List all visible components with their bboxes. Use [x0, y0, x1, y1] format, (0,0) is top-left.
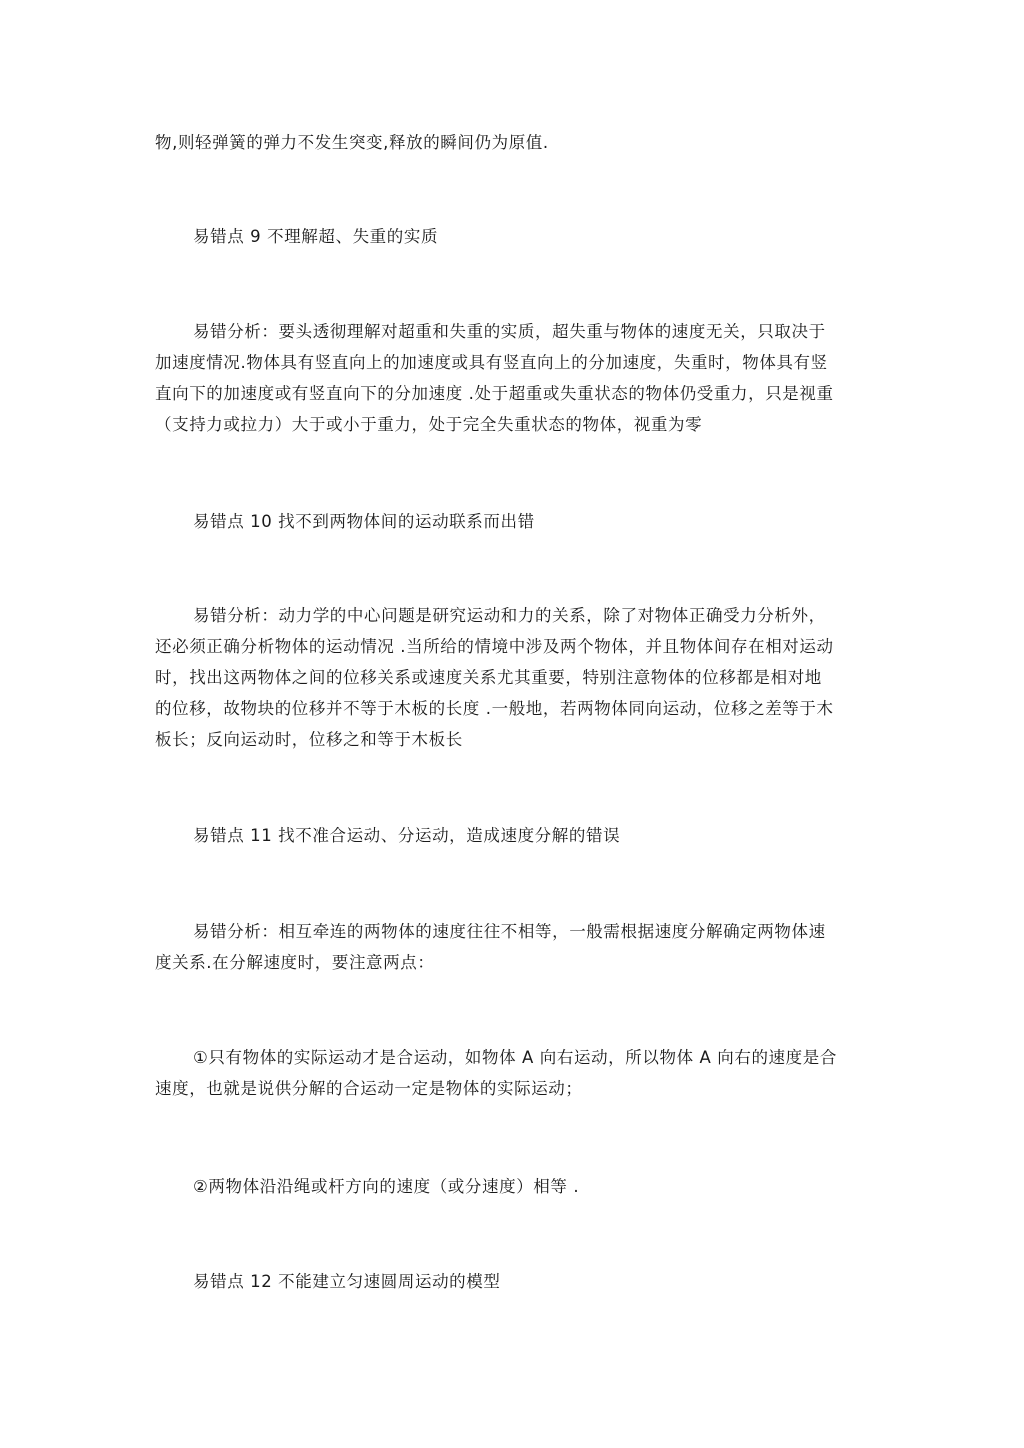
text-line: 板长；反向运动时，位移之和等于木板长	[155, 730, 463, 749]
text-line: 物,则轻弹簧的弹力不发生突变,释放的瞬间仍为原值.	[155, 133, 549, 152]
heading-text: 易错点 9 不理解超、失重的实质	[193, 227, 439, 246]
paragraph-analysis-9	[155, 316, 865, 440]
heading-error-point-12	[193, 1266, 903, 1297]
heading-text: 易错点 10 找不到两物体间的运动联系而出错	[193, 512, 535, 531]
text-line: 易错分析：动力学的中心问题是研究运动和力的关系，除了对物体正确受力分析外，	[193, 606, 826, 625]
text-line: 加速度情况.物体具有竖直向上的加速度或具有竖直向上的分加速度，失重时，物体具有竖	[155, 353, 828, 372]
paragraph-point-2	[155, 1171, 865, 1202]
heading-text: 易错点 12 不能建立匀速圆周运动的模型	[193, 1272, 501, 1291]
heading-error-point-11	[193, 820, 903, 851]
text-line: 易错分析：相互牵连的两物体的速度往往不相等，一般需根据速度分解确定两物体速	[193, 922, 826, 941]
heading-error-point-9	[193, 221, 903, 252]
text-line: 速度，也就是说供分解的合运动一定是物体的实际运动；	[155, 1079, 583, 1098]
text-line: 时，找出这两物体之间的位移关系或速度关系尤其重要，特别注意物体的位移都是相对地	[155, 668, 822, 687]
text-line: 还必须正确分析物体的运动情况 .当所给的情境中涉及两个物体，并且物体间存在相对运动	[155, 637, 834, 656]
paragraph-point-1	[155, 1042, 865, 1104]
text-line: （支持力或拉力）大于或小于重力，处于完全失重状态的物体，视重为零	[155, 415, 703, 434]
text-line: 的位移，故物块的位移并不等于木板的长度 .一般地，若两物体同向运动，位移之差等于木	[155, 699, 834, 718]
text-line: ②两物体沿沿绳或杆方向的速度（或分速度）相等 .	[193, 1177, 580, 1196]
text-line: 直向下的加速度或有竖直向下的分加速度 .处于超重或失重状态的物体仍受重力，只是视重	[155, 384, 834, 403]
text-line: 度关系.在分解速度时，要注意两点：	[155, 953, 435, 972]
heading-text: 易错点 11 找不准合运动、分运动，造成速度分解的错误	[193, 826, 621, 845]
heading-error-point-10	[193, 506, 903, 537]
paragraph-analysis-11	[155, 916, 865, 978]
paragraph-spring-continuation	[155, 127, 865, 158]
text-line: 易错分析：要头透彻理解对超重和失重的实质，超失重与物体的速度无关，只取决于	[193, 322, 826, 341]
paragraph-analysis-10	[155, 600, 865, 755]
text-line: ①只有物体的实际运动才是合运动，如物体 A 向右运动，所以物体 A 向右的速度是合	[193, 1048, 837, 1067]
